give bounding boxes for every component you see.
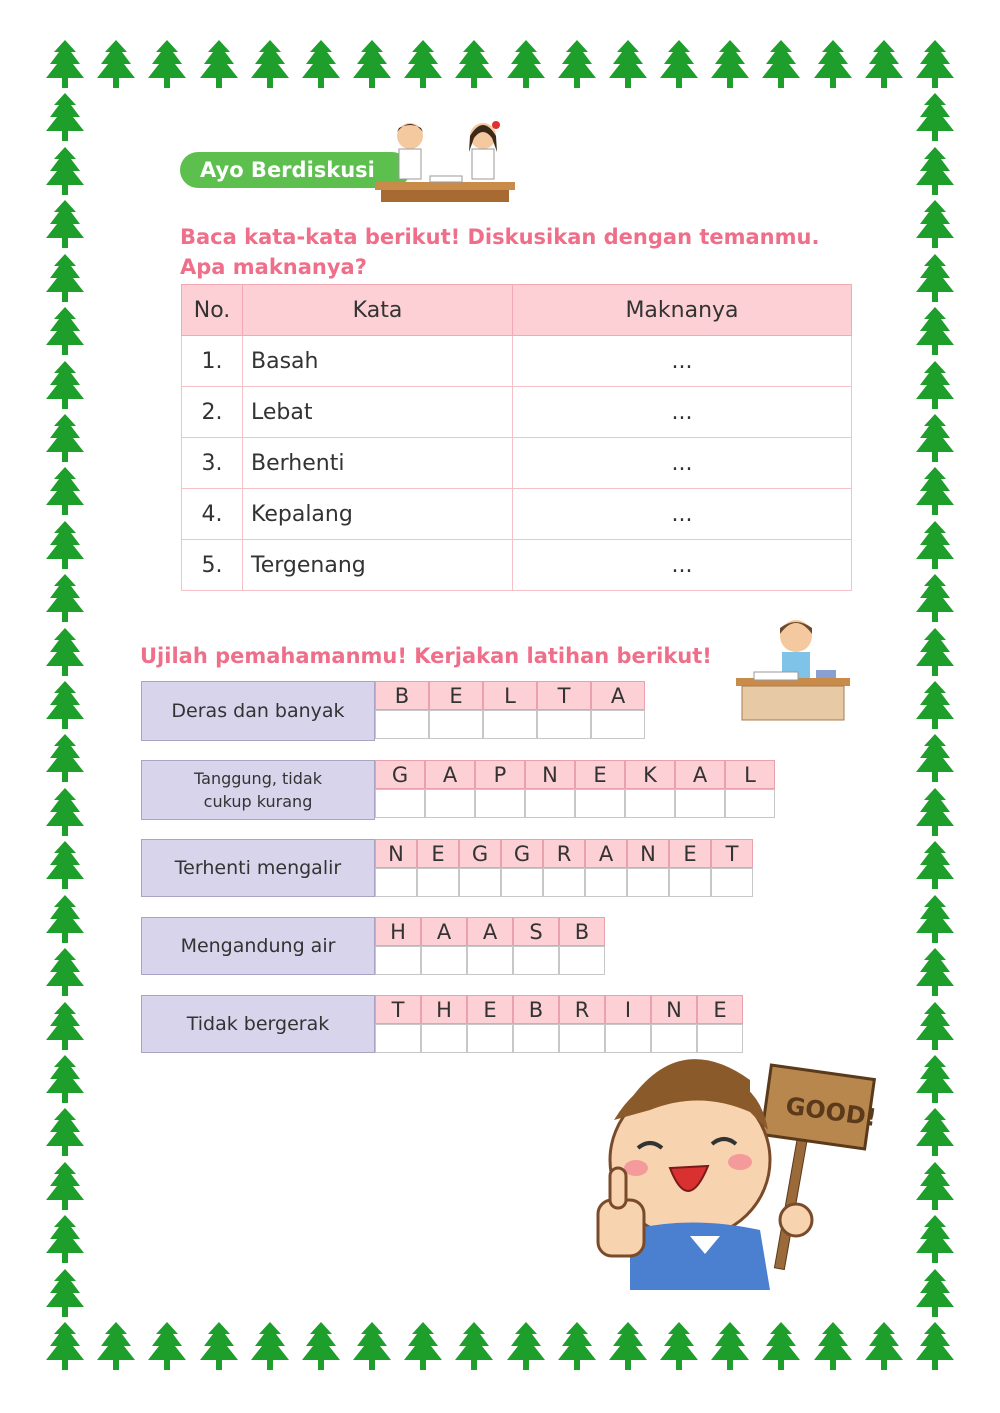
header-maknanya: Maknanya xyxy=(513,285,852,336)
tree-icon xyxy=(707,40,753,88)
tree-icon xyxy=(912,93,958,141)
answer-cell[interactable] xyxy=(421,946,467,975)
tree-icon xyxy=(42,681,88,729)
table-row xyxy=(182,336,852,387)
exercise-grid-2 xyxy=(375,760,775,818)
tree-icon xyxy=(298,1322,344,1370)
scrambled-letter: H xyxy=(375,917,421,946)
tree-icon xyxy=(605,40,651,88)
scrambled-letter: N xyxy=(651,995,697,1024)
tree-icon xyxy=(451,1322,497,1370)
instruction-exercise: Ujilah pemahamanmu! Kerjakan latihan berikut! xyxy=(140,644,712,668)
row-word: Basah xyxy=(243,336,513,387)
tree-icon xyxy=(912,1215,958,1263)
scrambled-letter: P xyxy=(475,760,525,789)
tree-icon xyxy=(400,1322,446,1370)
scrambled-letter: G xyxy=(501,839,543,868)
tree-icon xyxy=(554,1322,600,1370)
tree-icon xyxy=(42,200,88,248)
answer-cell[interactable] xyxy=(543,868,585,897)
answer-cell[interactable] xyxy=(725,789,775,818)
tree-icon xyxy=(912,307,958,355)
tree-icon xyxy=(912,1055,958,1103)
scrambled-letter: T xyxy=(537,681,591,710)
answer-cell[interactable] xyxy=(513,946,559,975)
vocabulary-table xyxy=(181,284,852,591)
tree-icon xyxy=(912,414,958,462)
scrambled-letter: A xyxy=(585,839,627,868)
tree-icon xyxy=(912,361,958,409)
answer-cell[interactable] xyxy=(459,868,501,897)
tree-icon xyxy=(42,1002,88,1050)
tree-icon xyxy=(605,1322,651,1370)
tree-icon xyxy=(42,40,88,88)
tree-icon xyxy=(656,1322,702,1370)
tree-icon xyxy=(861,40,907,88)
row-word: Berhenti xyxy=(243,438,513,489)
scrambled-letter: L xyxy=(483,681,537,710)
tree-icon xyxy=(42,841,88,889)
tree-icon xyxy=(912,948,958,996)
scrambled-letter: T xyxy=(375,995,421,1024)
scrambled-letter: B xyxy=(513,995,559,1024)
tree-icon xyxy=(196,1322,242,1370)
header-no: No. xyxy=(182,285,243,336)
scrambled-letter: H xyxy=(421,995,467,1024)
answer-cell[interactable] xyxy=(375,946,421,975)
scrambled-letter: G xyxy=(459,839,501,868)
scrambled-letter: E xyxy=(697,995,743,1024)
answer-cell[interactable] xyxy=(669,868,711,897)
tree-icon xyxy=(42,1215,88,1263)
scrambled-letter: E xyxy=(429,681,483,710)
scrambled-letter: R xyxy=(543,839,585,868)
tree-icon xyxy=(451,40,497,88)
exercise-clue-1: Deras dan banyak xyxy=(141,681,375,741)
answer-cell[interactable] xyxy=(421,1024,467,1053)
tree-icon xyxy=(503,40,549,88)
row-number: 3. xyxy=(182,438,243,489)
tree-icon xyxy=(42,467,88,515)
answer-cell[interactable] xyxy=(627,868,669,897)
tree-icon xyxy=(912,521,958,569)
tree-icon xyxy=(707,1322,753,1370)
scrambled-letter: N xyxy=(375,839,417,868)
scrambled-letter: A xyxy=(421,917,467,946)
tree-icon xyxy=(247,1322,293,1370)
tree-icon xyxy=(42,1055,88,1103)
scrambled-letter: A xyxy=(425,760,475,789)
tree-icon xyxy=(912,1002,958,1050)
tree-icon xyxy=(758,1322,804,1370)
tree-icon xyxy=(912,147,958,195)
row-word: Tergenang xyxy=(243,540,513,591)
tree-icon xyxy=(912,681,958,729)
scrambled-letter: A xyxy=(675,760,725,789)
row-meaning[interactable]: ... xyxy=(513,489,852,540)
answer-cell[interactable] xyxy=(417,868,459,897)
tree-icon xyxy=(656,40,702,88)
tree-icon xyxy=(42,788,88,836)
studying-student-illustration xyxy=(732,612,854,722)
answer-cell[interactable] xyxy=(375,710,429,739)
answer-cell[interactable] xyxy=(675,789,725,818)
answer-cell[interactable] xyxy=(375,789,425,818)
row-number: 1. xyxy=(182,336,243,387)
row-meaning[interactable]: ... xyxy=(513,540,852,591)
table-row xyxy=(182,387,852,438)
tree-icon xyxy=(42,307,88,355)
scrambled-letter: A xyxy=(467,917,513,946)
tree-icon xyxy=(912,628,958,676)
answer-cell[interactable] xyxy=(585,868,627,897)
tree-icon xyxy=(400,40,446,88)
table-header-row xyxy=(182,285,852,336)
answer-cell[interactable] xyxy=(375,868,417,897)
answer-cell[interactable] xyxy=(425,789,475,818)
scrambled-letter: B xyxy=(559,917,605,946)
tree-icon xyxy=(912,1108,958,1156)
tree-icon xyxy=(42,734,88,782)
tree-icon xyxy=(912,734,958,782)
ayo-berdiskusi-badge: Ayo Berdiskusi xyxy=(180,152,410,188)
scrambled-letter: E xyxy=(669,839,711,868)
table-row xyxy=(182,489,852,540)
scrambled-letter: L xyxy=(725,760,775,789)
instruction-discussion: Baca kata-kata berikut! Diskusikan dengan temanmu. Apa maknanya? xyxy=(180,225,820,279)
tree-icon xyxy=(912,841,958,889)
answer-cell[interactable] xyxy=(501,868,543,897)
answer-cell[interactable] xyxy=(591,710,645,739)
row-number: 4. xyxy=(182,489,243,540)
scrambled-letter: A xyxy=(591,681,645,710)
answer-cell[interactable] xyxy=(525,789,575,818)
tree-icon xyxy=(93,40,139,88)
scrambled-letter: E xyxy=(467,995,513,1024)
scrambled-letter: E xyxy=(575,760,625,789)
exercise-clue-2: Tanggung, tidak cukup kurang xyxy=(141,760,375,820)
answer-cell[interactable] xyxy=(475,789,525,818)
scrambled-letter: I xyxy=(605,995,651,1024)
tree-icon xyxy=(93,1322,139,1370)
tree-icon xyxy=(349,1322,395,1370)
tree-icon xyxy=(912,895,958,943)
answer-cell[interactable] xyxy=(625,789,675,818)
tree-icon xyxy=(503,1322,549,1370)
tree-icon xyxy=(554,40,600,88)
good-boy-illustration xyxy=(590,1040,890,1290)
tree-icon xyxy=(42,93,88,141)
tree-icon xyxy=(42,948,88,996)
exercise-grid-4 xyxy=(375,917,605,975)
header-kata: Kata xyxy=(243,285,513,336)
tree-icon xyxy=(912,200,958,248)
tree-icon xyxy=(810,40,856,88)
tree-icon xyxy=(42,574,88,622)
tree-icon xyxy=(912,1322,958,1370)
scrambled-letter: N xyxy=(525,760,575,789)
tree-icon xyxy=(298,40,344,88)
answer-cell[interactable] xyxy=(537,710,591,739)
discussion-illustration xyxy=(375,118,515,206)
tree-icon xyxy=(861,1322,907,1370)
scrambled-letter: B xyxy=(375,681,429,710)
tree-icon xyxy=(42,521,88,569)
tree-icon xyxy=(912,1269,958,1317)
row-meaning[interactable]: ... xyxy=(513,438,852,489)
tree-icon xyxy=(42,1322,88,1370)
answer-cell[interactable] xyxy=(375,1024,421,1053)
tree-icon xyxy=(42,414,88,462)
tree-icon xyxy=(42,1269,88,1317)
tree-icon xyxy=(42,1162,88,1210)
tree-icon xyxy=(42,361,88,409)
row-number: 2. xyxy=(182,387,243,438)
scrambled-letter: N xyxy=(627,839,669,868)
exercise-clue-5: Tidak bergerak xyxy=(141,995,375,1053)
scrambled-letter: S xyxy=(513,917,559,946)
tree-icon xyxy=(144,1322,190,1370)
good-sign-text: GOOD! xyxy=(783,1091,879,1133)
tree-icon xyxy=(42,1108,88,1156)
tree-icon xyxy=(912,254,958,302)
tree-icon xyxy=(42,254,88,302)
tree-icon xyxy=(42,895,88,943)
answer-cell[interactable] xyxy=(559,946,605,975)
exercise-grid-3 xyxy=(375,839,753,897)
row-meaning[interactable]: ... xyxy=(513,336,852,387)
answer-cell[interactable] xyxy=(467,1024,513,1053)
answer-cell[interactable] xyxy=(429,710,483,739)
row-number: 5. xyxy=(182,540,243,591)
tree-icon xyxy=(144,40,190,88)
exercise-grid-1 xyxy=(375,681,645,739)
scrambled-letter: T xyxy=(711,839,753,868)
tree-icon xyxy=(42,147,88,195)
tree-icon xyxy=(912,574,958,622)
answer-cell[interactable] xyxy=(483,710,537,739)
tree-icon xyxy=(912,40,958,88)
table-row xyxy=(182,438,852,489)
scrambled-letter: E xyxy=(417,839,459,868)
answer-cell[interactable] xyxy=(467,946,513,975)
scrambled-letter: R xyxy=(559,995,605,1024)
exercise-clue-4: Mengandung air xyxy=(141,917,375,975)
table-row xyxy=(182,540,852,591)
tree-icon xyxy=(912,1162,958,1210)
tree-icon xyxy=(912,788,958,836)
row-word: Kepalang xyxy=(243,489,513,540)
tree-icon xyxy=(247,40,293,88)
row-meaning[interactable]: ... xyxy=(513,387,852,438)
answer-cell[interactable] xyxy=(513,1024,559,1053)
tree-icon xyxy=(810,1322,856,1370)
exercise-clue-3: Terhenti mengalir xyxy=(141,839,375,897)
scrambled-letter: K xyxy=(625,760,675,789)
tree-icon xyxy=(42,628,88,676)
row-word: Lebat xyxy=(243,387,513,438)
tree-icon xyxy=(196,40,242,88)
answer-cell[interactable] xyxy=(575,789,625,818)
scrambled-letter: G xyxy=(375,760,425,789)
tree-icon xyxy=(349,40,395,88)
tree-icon xyxy=(758,40,804,88)
answer-cell[interactable] xyxy=(711,868,753,897)
tree-icon xyxy=(912,467,958,515)
